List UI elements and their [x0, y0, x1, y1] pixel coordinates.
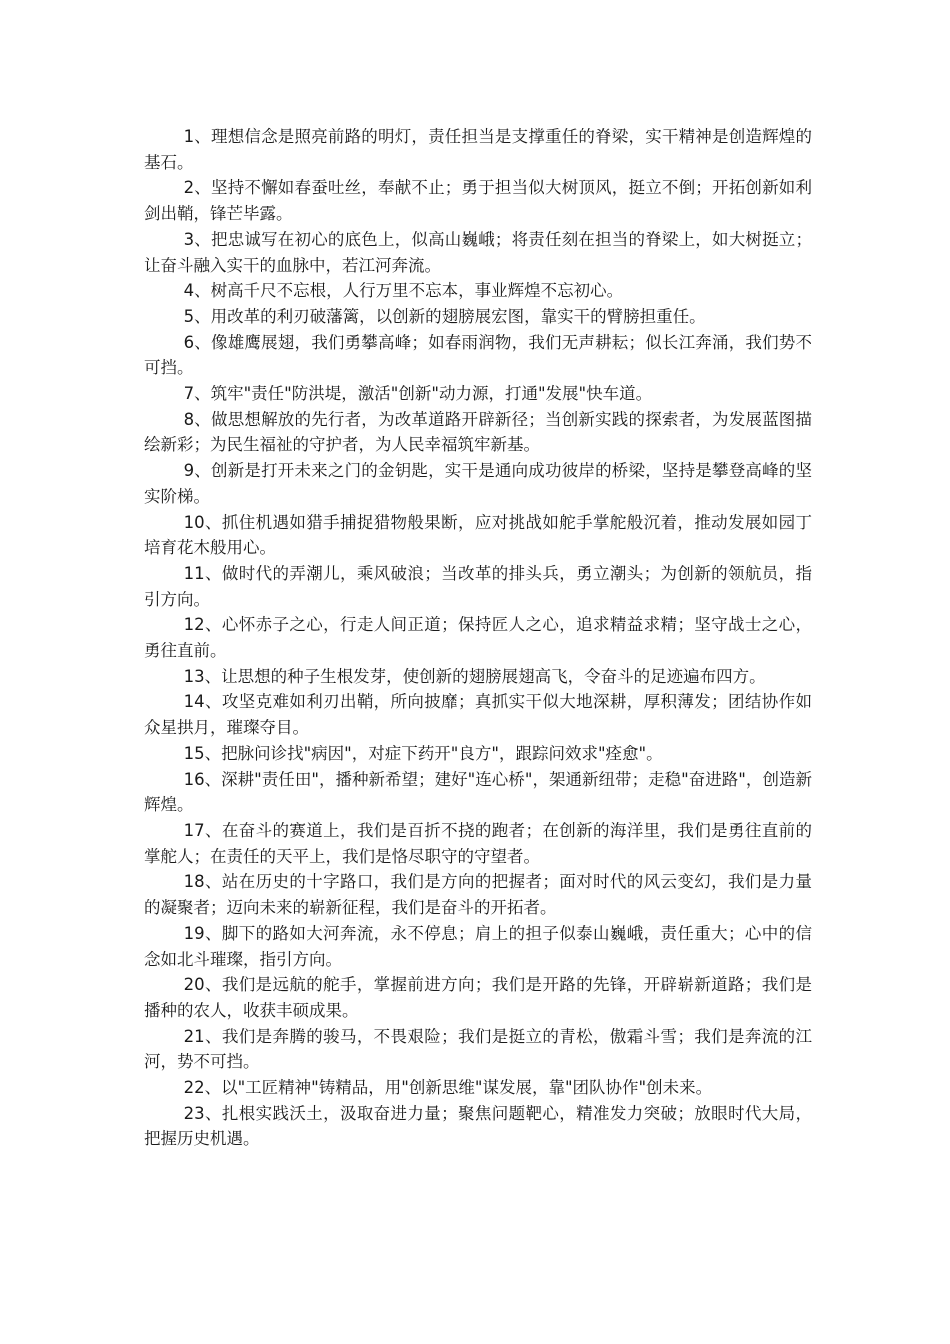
- paragraph-18: 18、站在历史的十字路口，我们是方向的把握者；面对时代的风云变幻，我们是力量的凝聚者；迈向未来的崭新征程，我们是奋斗的开拓者。: [144, 872, 812, 918]
- paragraph-5: 5、用改革的利刃破藩篱，以创新的翅膀展宏图，靠实干的臂膀担重任。: [183, 306, 706, 326]
- paragraph-13: 13、让思想的种子生根发芽，使创新的翅膀展翅高飞，令奋斗的足迹遍布四方。: [183, 666, 766, 686]
- paragraph-15: 15、把脉问诊找"病因"，对症下药开"良方"，跟踪问效求"痊愈"。: [183, 743, 663, 763]
- paragraph-19: 19、脚下的路如大河奔流，永不停息；肩上的担子似泰山巍峨，责任重大；心中的信念如北斗璀璨，指引方向。: [144, 923, 812, 969]
- paragraph-9: 9、创新是打开未来之门的金钥匙，实干是通向成功彼岸的桥梁，坚持是攀登高峰的坚实阶梯。: [144, 461, 812, 506]
- paragraph-20: 20、我们是远航的舵手，掌握前进方向；我们是开路的先锋，开辟崭新道路；我们是播种的农人，收获丰硕成果。: [144, 975, 812, 1020]
- paragraph-6: 6、像雄鹰展翅，我们勇攀高峰；如春雨润物，我们无声耕耘；似长江奔涌，我们势不可挡。: [144, 332, 812, 378]
- paragraph-17: 17、在奋斗的赛道上，我们是百折不挠的跑者；在创新的海洋里，我们是勇往直前的掌舵人；在责任的天平上，我们是恪尽职守的守望者。: [144, 820, 812, 866]
- paragraph-16: 16、深耕"责任田"，播种新希望；建好"连心桥"，架通新纽带；走稳"奋进路"，创造新辉煌。: [144, 769, 812, 815]
- paragraph-3: 3、把忠诚写在初心的底色上，似高山巍峨；将责任刻在担当的脊梁上，如大树挺立；让奋斗融入实干的血脉中，若江河奔流。: [144, 229, 812, 275]
- paragraph-23: 23、扎根实践沃土，汲取奋进力量；聚焦问题靶心，精准发力突破；放眼时代大局，把握历史机遇。: [144, 1103, 812, 1149]
- paragraph-22: 22、以"工匠精神"铸精品，用"创新思维"谋发展，靠"团队协作"创未来。: [183, 1078, 713, 1098]
- paragraph-7: 7、筑牢"责任"防洪堤，激活"创新"动力源，打通"发展"快车道。: [183, 384, 653, 404]
- paragraph-1: 1、理想信念是照亮前路的明灯，责任担当是支撑重任的脊梁，实干精神是创造辉煌的基石。: [144, 127, 812, 172]
- paragraph-21: 21、我们是奔腾的骏马，不畏艰险；我们是挺立的青松，傲霜斗雪；我们是奔流的江河，势不可挡。: [144, 1026, 812, 1072]
- paragraph-2: 2、坚持不懈如春蚕吐丝，奉献不止；勇于担当似大树顶风，挺立不倒；开拓创新如利剑出鞘，锋芒毕露。: [144, 178, 812, 224]
- paragraph-4: 4、树高千尺不忘根，人行万里不忘本，事业辉煌不忘初心。: [183, 281, 624, 301]
- paragraph-8: 8、做思想解放的先行者，为改革道路开辟新径；当创新实践的探索者，为发展蓝图描绘新彩；为民生福祉的守护者，为人民幸福筑牢新基。: [144, 409, 812, 455]
- paragraph-11: 11、做时代的弄潮儿，乘风破浪；当改革的排头兵，勇立潮头；为创新的领航员，指引方向。: [144, 563, 812, 609]
- document-body: [144, 124, 812, 1152]
- paragraph-14: 14、攻坚克难如利刃出鞘，所向披靡；真抓实干似大地深耕，厚积薄发；团结协作如众星拱月，璀璨夺目。: [144, 692, 812, 738]
- paragraph-10: 10、抓住机遇如猎手捕捉猎物般果断，应对挑战如舵手掌舵般沉着，推动发展如园丁培育花木般用心。: [144, 512, 812, 558]
- paragraph-12: 12、心怀赤子之心，行走人间正道；保持匠人之心，追求精益求精；坚守战士之心，勇往直前。: [144, 615, 812, 661]
